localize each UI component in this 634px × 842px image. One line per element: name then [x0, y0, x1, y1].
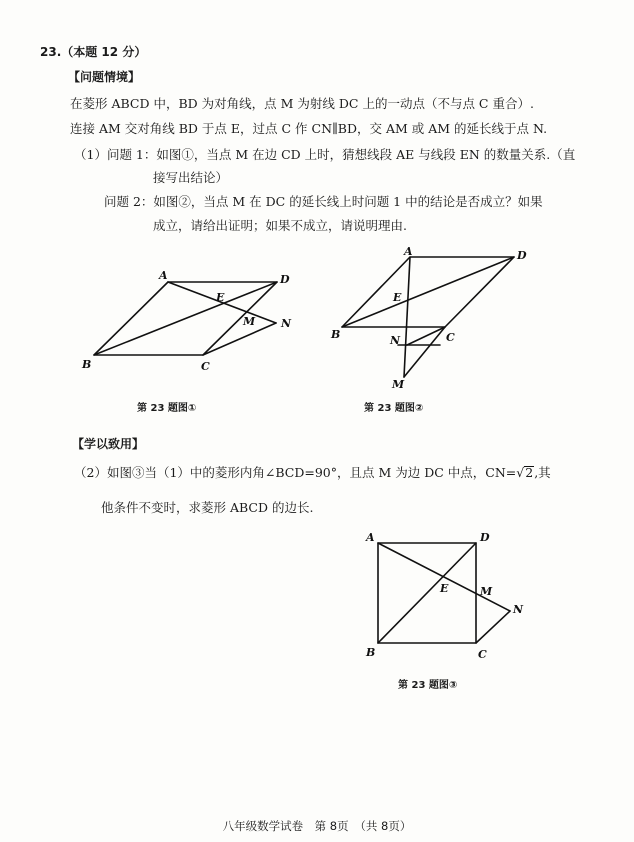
page-footer: 八年级数学试卷 第 8页 （共 8页）	[222, 819, 412, 833]
fig2-label-c: C	[446, 331, 455, 344]
fig2-label-n: N	[390, 334, 401, 347]
sqrt-sign: √	[516, 465, 525, 480]
fig1-label-m: M	[243, 315, 256, 328]
fig3-label-d: D	[480, 531, 490, 544]
fig2-label-a: A	[404, 245, 413, 258]
sqrt-radicand: 2	[525, 465, 534, 480]
fig3-label-e: E	[440, 582, 449, 595]
part-2-text: （2）如图③当（1）中的菱形内角∠BCD=90°，且点 M 为边 DC 中点，CN=	[74, 465, 517, 480]
section-title-application: 【学以致用】	[72, 437, 145, 451]
fig3-label-b: B	[366, 646, 376, 659]
part-2-line-2: 他条件不变时，求菱形 ABCD 的边长.	[101, 500, 314, 515]
figure-2-caption: 第 23 题图②	[364, 403, 424, 414]
fig1-label-e: E	[216, 291, 225, 304]
fig1-label-c: C	[201, 360, 210, 373]
fig2-label-d: D	[517, 249, 527, 262]
fig2-label-m: M	[392, 378, 405, 391]
fig1-label-n: N	[281, 317, 292, 330]
problem-text-line-2: 连接 AM 交对角线 BD 于点 E，过点 C 作 CN∥BD，交 AM 或 AM 的延长线于点 N.	[70, 121, 548, 136]
problem-text-line-1: 在菱形 ABCD 中，BD 为对角线，点 M 为射线 DC 上的一动点（不与点 C 重合）.	[70, 96, 534, 111]
fig3-segment-an	[378, 543, 510, 611]
fig2-label-e: E	[393, 291, 402, 304]
question-2-line-1: 问题 2：如图②，当点 M 在 DC 的延长线上时问题 1 中的结论是否成立？如果	[104, 194, 543, 209]
fig2-label-b: B	[331, 328, 341, 341]
question-1-line-2: 接写出结论）	[153, 170, 229, 185]
figure-3-caption: 第 23 题图③	[398, 680, 458, 691]
fig3-diagonal-bd	[378, 543, 476, 643]
problem-number: 23.（本题 12 分）	[40, 45, 147, 59]
figure-1-caption: 第 23 题图①	[137, 403, 197, 414]
fig1-label-b: B	[82, 358, 92, 371]
fig3-label-m: M	[480, 585, 493, 598]
section-title-problem-situation: 【问题情境】	[68, 70, 141, 84]
fig3-label-n: N	[513, 603, 524, 616]
fig1-label-d: D	[280, 273, 290, 286]
part-2-text-tail: ,其	[534, 465, 551, 480]
question-1-line-1: （1）问题 1：如图①，当点 M 在边 CD 上时，猜想线段 AE 与线段 EN 的数量关系.（直	[74, 147, 576, 162]
fig1-label-a: A	[159, 269, 168, 282]
fig3-label-a: A	[366, 531, 375, 544]
fig3-segment-cn	[476, 611, 510, 643]
fig3-label-c: C	[478, 648, 487, 661]
question-2-line-2: 成立，请给出证明；如果不成立，请说明理由.	[153, 218, 407, 233]
